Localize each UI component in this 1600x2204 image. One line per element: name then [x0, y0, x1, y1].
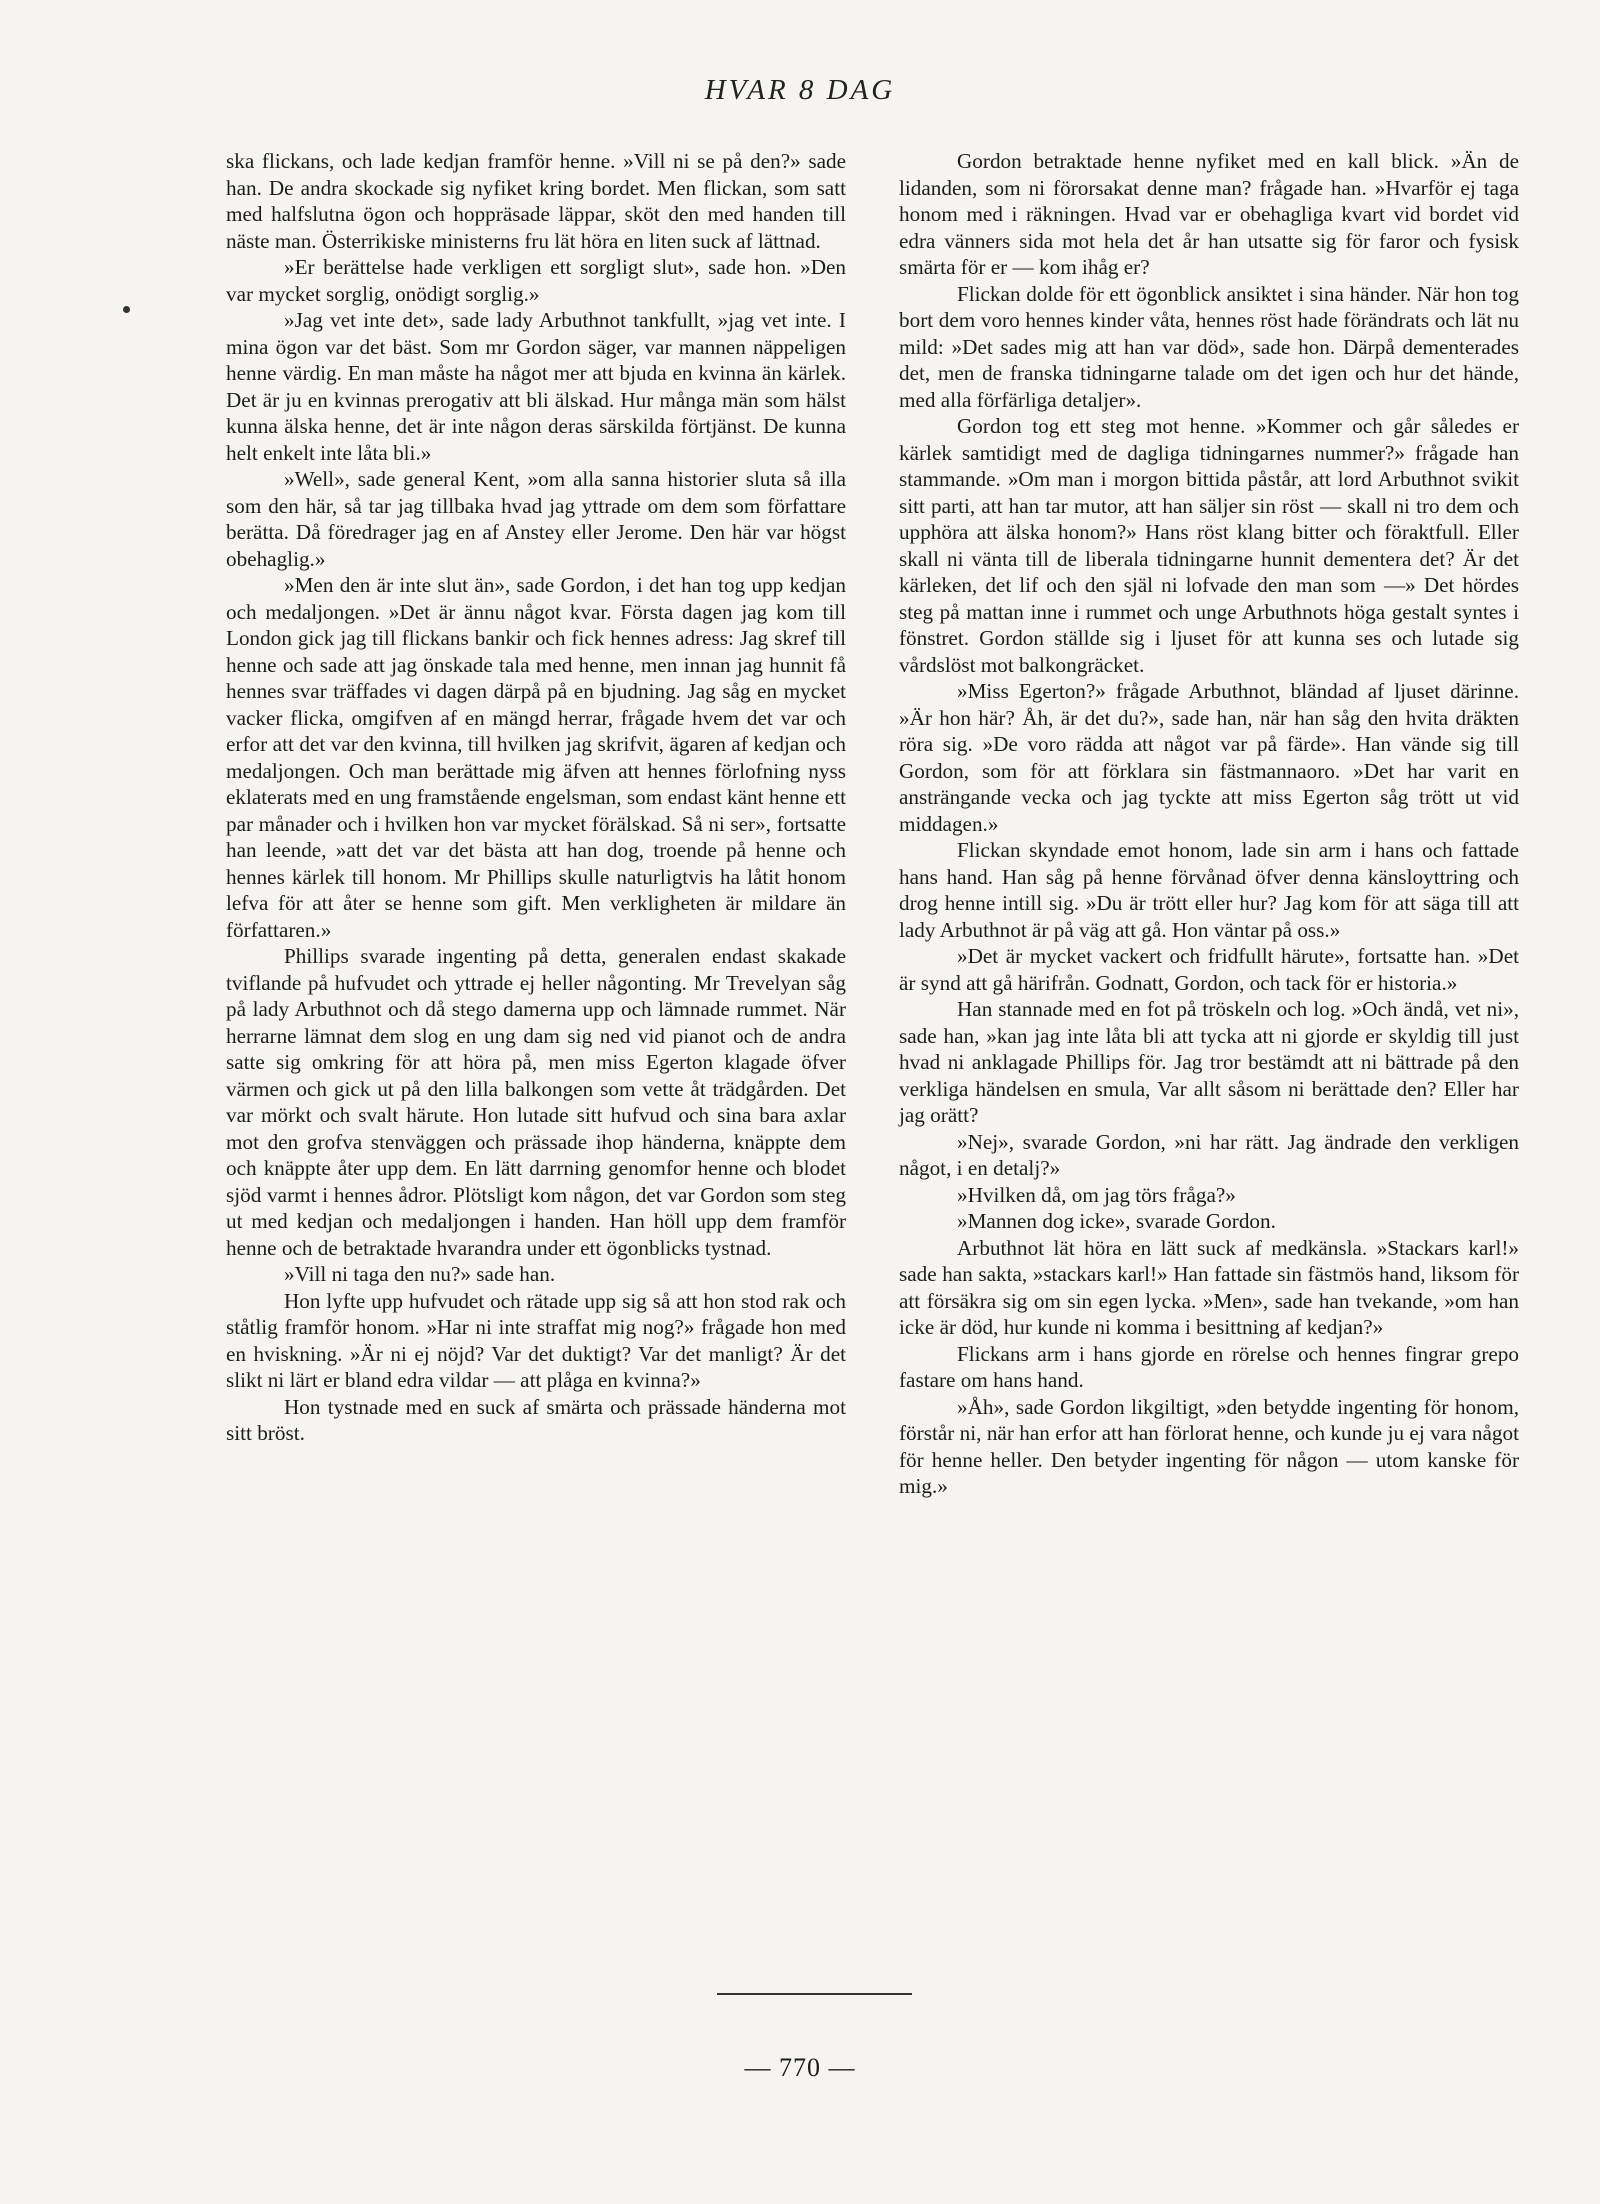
paragraph: »Er berättelse hade verkligen ett sorgligt slut», sade hon. »Den var mycket sorglig, onödigt sorglig.» [226, 255, 846, 306]
paragraph: »Jag vet inte det», sade lady Arbuthnot tankfullt, »jag vet inte. I mina ögon var det bäst. Som mr Gordon säger, var mannen näppeligen henne värdig. En man måste ha något mer att bjuda en kvinna än kärlek. Det är ju en kvinnas prerogativ att bli älskad. Hur många män som hälst kunna älska henne, det är inte någon deras särskilda förtjänst. De kunna helt enkelt inte låta bli.» [226, 308, 846, 465]
paragraph: Flickan dolde för ett ögonblick ansiktet i sina händer. När hon tog bort dem voro hennes kinder våta, hennes röst hade förändrats och lät nu mild: »Det sades mig att han var död», sade hon. Därpå dementerades det, men de franska tidningarne talade om det igen och hur det hände, med alla förfärliga detaljer». [899, 281, 1519, 412]
paragraph: »Det är mycket vackert och fridfullt härute», fortsatte han. »Det är synd att gå härifrån. Godnatt, Gordon, och tack för er historia.» [899, 944, 1519, 995]
paragraph: »Vill ni taga den nu?» sade han. [284, 1262, 556, 1286]
margin-dot-mark [123, 306, 130, 313]
paragraph: Flickans arm i hans gjorde en rörelse och hennes fingrar grepo fastare om hans hand. [899, 1341, 1519, 1392]
paragraph: »Åh», sade Gordon likgiltigt, »den betydde ingenting för honom, förstår ni, när han erfor att han förlorat henne, och kunde ju ej vara något för henne heller. Den betyder ingenting för någon — utom kanske för mig.» [899, 1394, 1519, 1498]
paragraph: »Hvilken då, om jag törs fråga?» [957, 1182, 1236, 1207]
footer-divider [717, 1993, 912, 1995]
paragraph: »Men den är inte slut än», sade Gordon, i det han tog upp kedjan och medaljongen. »Det är ännu något kvar. Första dagen jag kom till London gick jag till flickans bankir och fick hennes adress: Jag skref till henne och sade att jag önskade tala med henne, men innan jag hunnit få hennes svar träffades vi dagen därpå på en bjudning. Jag såg en mycket vacker flicka, omgifven af en mängd herrar, frågade hvem det var och erfor att det var den kvinna, till hvilken jag skrifvit, ägaren af kedjan och medaljongen. Och man berättade mig äfven att hennes förlofning nyss eklaterats med en ung framstående engelsman, som endast känt henne ett par månader och i hvilken hon var mycket förälskad. Så ni ser», fortsatte han leende, »att det var det bästa att han dog, troende på henne och hennes kärlek till honom. Mr Phillips skulle naturligtvis ha låtit honom lefva för att åter se henne som gift. Men verkligheten är mildare än författaren.» [226, 573, 846, 942]
paragraph: »Well», sade general Kent, »om alla sanna historier sluta så illa som den här, så tar jag tillbaka hvad jag yttrade om dem som författare berätta. Då föredrager jag en af Anstey eller Jerome. Den här var högst obehaglig.» [226, 467, 846, 571]
paragraph: Hon lyfte upp hufvudet och rätade upp sig så att hon stod rak och ståtlig framför honom. »Har ni inte straffat mig nog?» frågade hon med en hviskning. »Är ni ej nöjd? Var det duktigt? Var det manligt? Är det slikt ni lärt er bland edra vildar — att plåga en kvinna?» [226, 1288, 846, 1392]
paragraph: Hon tystnade med en suck af smärta och prässade händerna mot sitt bröst. [226, 1394, 846, 1445]
right-column [899, 148, 1519, 1500]
running-header: HVAR 8 DAG [704, 74, 896, 106]
paragraph: »Miss Egerton?» frågade Arbuthnot, bländad af ljuset därinne. »Är hon här? Åh, är det du?», sade han, när han såg den hvita dräkten röra sig. »De voro rädda att något var på färde». Han vände sig till Gordon, som för att förklara sin fästmannaoro. »Det har varit en ansträngande vecka och jag tyckte att miss Egerton såg trött ut vid middagen.» [899, 679, 1519, 836]
paragraph: Gordon betraktade henne nyfiket med en kall blick. »Än de lidanden, som ni förorsakat denne man? frågade han. »Hvarför ej taga honom med i räkningen. Hvad var er obehagliga kvart vid bordet vid edra vänners sida mot hela det år han utsatte sig för faror och fysisk smärta för er — kom ihåg er? [899, 149, 1519, 279]
paragraph: Flickan skyndade emot honom, lade sin arm i hans och fattade hans hand. Han såg på henne förvånad öfver denna känsloyttring och drog henne intill sig. »Du är trött eller hur? Jag kom för att säga till att lady Arbuthnot är på väg att gå. Hon väntar på oss.» [899, 838, 1519, 942]
paragraph: »Mannen dog icke», svarade Gordon. [957, 1209, 1276, 1233]
page-number: — 770 — [744, 2053, 856, 2082]
paragraph: Gordon tog ett steg mot henne. »Kommer och går således er kärlek samtidigt med de dagliga tidningarnes nummer?» frågade han stammande. »Om man i morgon bittida påstår, att lord Arbuthnot svikit sitt parti, att han tar mutor, att han säljer sin röst — skall ni tro dem och upphöra att älska honom?» Hans röst klang bitter och föraktfull. Eller skall ni vänta till de liberala tidningarne hunnit dementera det? Är det kärleken, det lif och den själ ni lofvade den man som —» Det hördes steg på mattan inne i rummet och unge Arbuthnots höga gestalt syntes i fönstret. Gordon ställde sig i ljuset för att kunna ses och lutade sig vårdslöst mot balkongräcket. [899, 414, 1519, 677]
paragraph: ska flickans, och lade kedjan framför henne. »Vill ni se på den?» sade han. De andra skockade sig nyfiket kring bordet. Men flickan, som satt med halfslutna ögon och hoppräsade läppar, sköt den med handen till näste man. Österrikiske ministerns fru lät höra en liten suck af lättnad. [226, 149, 846, 253]
paragraph: »Nej», svarade Gordon, »ni har rätt. Jag ändrade den verkligen något, i en detalj?» [899, 1129, 1519, 1180]
left-column [226, 148, 846, 1447]
paragraph: Phillips svarade ingenting på detta, generalen endast skakade tviflande på hufvudet och yttrade ej heller någonting. Mr Trevelyan såg på lady Arbuthnot och då stego damerna upp och lämnade rummet. När herrarne lämnat dem slog en ung dam sig ned vid pianot och de andra satte sig omkring för att höra på, men miss Egerton klagade öfver värmen och gick ut på den lilla balkongen som vette åt trädgården. Det var mörkt och svalt härute. Hon lutade sitt hufvud och sina bara axlar mot den grofva stenväggen och prässade ihop händerna, knäppte dem och knäppte åter upp dem. En lätt darrning genomfor henne och blodet sjöd varmt i hennes ådror. Plötsligt kom någon, det var Gordon som steg ut med kedjan och medaljongen i handen. Han höll upp dem framför henne och de betraktade hvarandra under ett ögonblicks tystnad. [226, 944, 846, 1260]
paragraph: Han stannade med en fot på tröskeln och log. »Och ändå, vet ni», sade han, »kan jag inte låta bli att tycka att ni gjorde er skyldig till just hvad ni anklagade Phillips för. Jag tror bestämdt att ni bättrade på den verkliga händelsen en smula, Var allt såsom ni berättade den? Eller har jag orätt? [899, 997, 1519, 1127]
paragraph: Arbuthnot lät höra en lätt suck af medkänsla. »Stackars karl!» sade han sakta, »stackars karl!» Han fattade sin fästmös hand, liksom för att försäkra sig om sin egen lycka. »Men», sade han tvekande, »om han icke är död, hur kunde ni komma i besittning af kedjan?» [899, 1235, 1519, 1339]
